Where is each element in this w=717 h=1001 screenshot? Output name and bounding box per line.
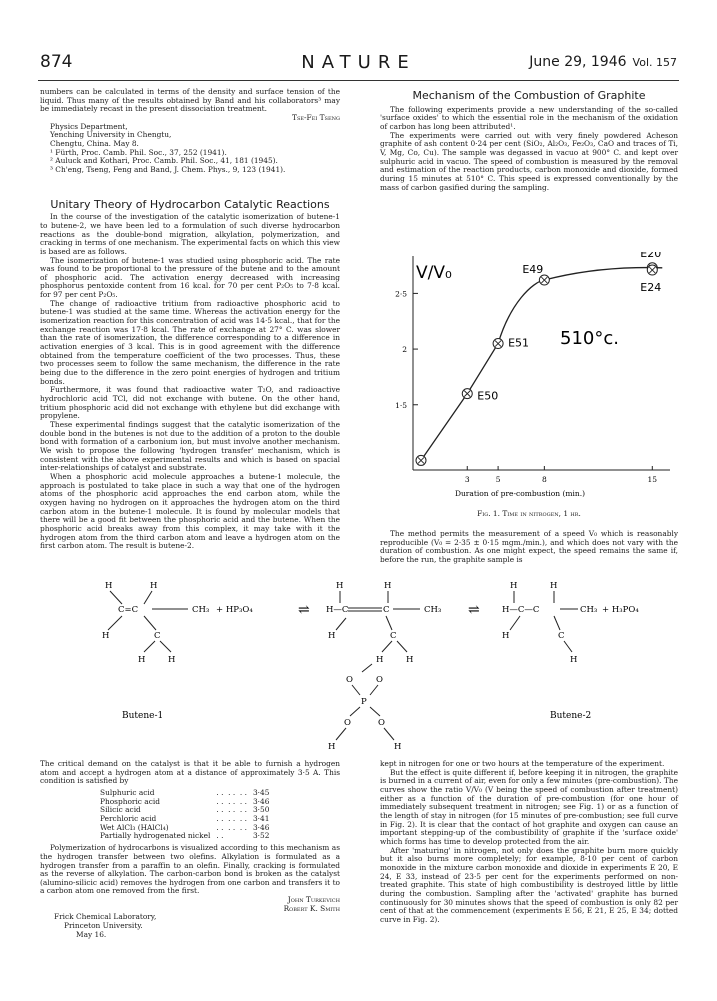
atom-h: H	[138, 655, 146, 665]
point-label: E49	[522, 263, 544, 277]
atom-h: H	[394, 742, 402, 752]
tick-group	[395, 289, 657, 484]
table-cell: . . . . . .	[216, 822, 247, 832]
table-cell: 3·41	[252, 814, 270, 824]
atom-h: H	[102, 631, 110, 641]
volume: Vol. 157	[632, 56, 677, 69]
issue-date	[529, 54, 677, 70]
article-title: Mechanism of the Combustion of Graphite	[412, 89, 646, 102]
table-cell: 3·45	[252, 787, 270, 797]
article-title: Unitary Theory of Hydrocarbon Catalytic Reactions	[50, 197, 330, 211]
prev-article-author: Tse-Fei Tseng	[292, 112, 340, 122]
atom-c: C	[383, 605, 390, 615]
right-column-after-fig	[380, 530, 678, 565]
caption-text: Fig. 1. Time in nitrogen, 1 hr.	[477, 509, 581, 518]
affil-line: May 16.	[76, 929, 107, 939]
header-rule	[38, 80, 679, 81]
point-label: E51	[508, 336, 530, 350]
series-line	[421, 268, 662, 461]
carbon-formula: C=C	[118, 605, 139, 615]
bond	[350, 707, 360, 716]
y-tick-label: 2	[402, 345, 407, 355]
atom-h: H	[384, 581, 392, 591]
group-ch3: CH₃	[192, 605, 210, 615]
table-cell: 3·46	[252, 822, 270, 832]
table-cell: . . . . . .	[216, 814, 247, 824]
bond	[510, 616, 520, 630]
affil-line: Chengtu, China. May 8.	[50, 138, 139, 148]
data-point	[462, 389, 498, 403]
group-ch3: CH₃	[424, 605, 442, 615]
table-cell: Wet AlCl₃ (HAlCl₄)	[100, 822, 169, 832]
table-cell: Sulphuric acid	[100, 787, 155, 797]
reference: ³ Ch'eng, Tseng, Feng and Band, J. Chem. Phys., 9, 123 (1941).	[50, 164, 286, 174]
table-cell: Silicic acid	[100, 805, 141, 815]
bond	[384, 728, 394, 740]
reaction-scheme	[40, 578, 680, 756]
x-tick-label: 5	[495, 475, 501, 484]
reagent: + HP₃O₄	[216, 605, 253, 615]
table-cell: . . . . . .	[216, 787, 247, 797]
paragraph: The critical demand on the catalyst is that it be able to furnish a hydrogen atom and accept a hydrogen atom at a distance of approximately 3·5 A. This condition is satisfied by	[40, 759, 340, 786]
left-column-bottom	[40, 760, 340, 939]
bond	[144, 616, 156, 630]
paragraph: These experimental findings suggest that the catalytic isomerization of the double bond in the butenes is not due to the addition of a proton to the double bond with formation of a carbonium ion, but must involve another mechanism. We wish to propose the following 'hydrogen transfer' mechanism, which is consistent with the above experimental results and which is based on spacial inter-relationships of catalyst and substrate.	[40, 419, 340, 473]
left-column-top	[40, 88, 340, 551]
table-row	[100, 832, 275, 841]
paragraph: The change of radioactive tritium from radioactive phosphoric acid to butene-1 was studied at the same time. Whereas the activation energy for the isomerization reaction for this concentration of acid was 14·5 kcal., that for the exchange reaction was 17·8 kcal. The rate of exchange at 27° C. was slower than the rate of isomerization, the difference corresponding to a difference in activation energies of 3 kcal. This is in good agreement with the difference obtained from the temperature coefficient of the two processes. Thus, these two processes seem to follow the same mechanism, the difference in the rate being due to the difference in the zero point energies of hydrogen and tritium bonds.	[40, 298, 340, 386]
x-axis-label: Duration of pre-combustion (min.)	[454, 489, 586, 498]
bond	[336, 618, 346, 630]
bond	[108, 616, 122, 630]
atom-h: H	[336, 581, 344, 591]
carbon-formula: H—C	[326, 605, 349, 615]
paragraph: Furthermore, it was found that radioactive water T₂O, and radioactive hydrochloric acid TCl, did not exchange with butene. On the other hand, tritium phosphoric acid did not exchange with ethylene but did exchange with propylene.	[40, 385, 340, 421]
carbon-formula: H—C—C	[502, 605, 540, 615]
atom-p: P	[361, 697, 367, 707]
atom-h: H	[376, 655, 384, 665]
page-header	[0, 52, 717, 78]
reference: ¹ Fürth, Proc. Camb. Phil. Soc., 37, 252 (1941).	[50, 147, 227, 157]
paragraph: The experiments were carried out with very finely powdered Acheson graphite of ash content 0·24 per cent (SiO₂, Al₂O₃, Fe₂O₃, CaO and traces of Ti, V, Mg, Co, Cu). The sample was degassed in vacuo at 900° C. and kept over sulphuric acid in vacuo. The speed of combustion is measured by the removal and estimation of the reaction products, carbon monoxide and dioxide, formed during 15 minutes at 510° C. This speed is expressed conventionally by the mass of carbon gasified during the sampling.	[380, 130, 678, 192]
right-column-top	[380, 89, 678, 192]
atom-c: C	[390, 631, 397, 641]
data-point	[522, 263, 549, 285]
equilibrium-arrow: ⇌	[298, 602, 310, 618]
figure-caption	[380, 509, 678, 518]
point-group	[416, 252, 661, 465]
table-cell: Phosphoric acid	[100, 796, 160, 806]
point-label: E50	[477, 389, 499, 403]
atom-h: H	[150, 581, 158, 591]
paragraph: The method permits the measurement of a speed V₀ which is reasonably reproducible (V₀ = 2·35 ± 0·15 mgm./min.), and which does not vary with the duration of combustion. As one might expect, the speed remains the same if, before the run, the graphite sample is	[380, 529, 678, 564]
table-cell: 3·46	[252, 796, 270, 806]
prev-article-text: numbers can be calculated in terms of the density and surface tension of the liquid. Thus many of the results obtained by Band and his collaborators³ may be immediately recast in the present dissociation treatment.	[40, 87, 340, 114]
right-column-bottom	[380, 760, 678, 924]
point-label: E24	[640, 281, 662, 295]
atom-h: H	[570, 655, 578, 665]
atom-o: O	[344, 718, 351, 728]
table-cell: Perchloric acid	[100, 814, 157, 824]
x-tick-label: 8	[541, 475, 547, 484]
bond	[564, 641, 572, 652]
bond	[397, 641, 407, 652]
data-point	[493, 337, 529, 350]
figure-1	[380, 252, 678, 512]
bond	[386, 616, 392, 630]
atom-c: C	[558, 631, 565, 641]
paragraph: The following experiments provide a new understanding of the so-called 'surface oxides' to which the essential role in the mechanism of the oxidation of carbon has long been attributed¹.	[380, 104, 678, 131]
bond	[370, 685, 378, 695]
atom-o: O	[378, 718, 385, 728]
table-cell: 3·50	[252, 805, 270, 815]
atom-h: H	[502, 631, 510, 641]
label-butene-1: Butene-1	[122, 711, 164, 721]
scheme-svg	[40, 578, 680, 756]
transition-complex	[326, 581, 441, 752]
y-tick-label: 2·5	[395, 289, 407, 299]
table-cell: . . . . . .	[216, 796, 247, 806]
table-cell: . . . . . .	[216, 805, 247, 815]
affil-line: Yenching University in Chengtu,	[50, 130, 172, 140]
table-cell: Partially hydrogenated nickel	[100, 831, 211, 841]
paragraph: When a phosphoric acid molecule approaches a butene-1 molecule, the approach is postulated to take place in such a way that one of the hydrogen atoms of the phosphoric acid approaches the end carbon atom, while the oxygen having no hydrogen on it approaches the hydrogen atom on the third carbon atom in the butene-1 molecule. It is found by molecular models that there will be a good fit between the phosphoric acid and the butene. When the phosphoric acid breaks away from this complex, it may take with it the hydrogen atom from the third carbon atom and leave a hydrogen atom on the first carbon atom. The result is butene-2.	[40, 471, 340, 551]
temperature-annotation: 510°c.	[560, 328, 619, 349]
equilibrium-arrow: ⇌	[468, 602, 480, 618]
journal-title: NATURE	[301, 52, 416, 73]
table-cell: 3·52	[252, 831, 270, 841]
atom-h: H	[328, 742, 336, 752]
paragraph: But the effect is quite different if, before keeping it in nitrogen, the graphite is burned in a current of air, even for only a few minutes (pre-combustion). The curves show the ratio V/V₀ (V being the speed of combustion after treatment) either as a function of the duration of pre-combustion (for one hour of immediately subsequent treatment in nitrogen; see Fig. 1) or as a function of the length of stay in nitrogen (for 15 minutes of pre-combustion; see full curve in Fig. 2). It is clear that the contact of hot graphite and oxygen can cause an important stepping-up of the combustibility of graphite if the 'surface oxide' which forms has time to develop protected from the air.	[380, 767, 678, 846]
point-label: E20	[640, 252, 662, 260]
atom-h: H	[510, 581, 518, 591]
data-point	[640, 265, 661, 294]
distance-table	[100, 789, 275, 841]
bond	[370, 707, 380, 716]
atom-h: H	[105, 581, 113, 591]
paragraph: The isomerization of butene-1 was studied using phosphoric acid. The rate was found to be proportional to the pressure of the butene and to the amount of phosphoric acid. The activation energy decreased with increasing phosphorus pentoxide content from 16 kcal. for 70 per cent P₂O₅ to 7·8 kcal. for 97 per cent P₂O₅.	[40, 255, 340, 300]
author: John Turkevich	[287, 895, 340, 905]
affil-line: Princeton University.	[64, 921, 143, 931]
date-text: June 29, 1946	[529, 54, 627, 70]
atom-h: H	[550, 581, 558, 591]
bond	[144, 641, 155, 652]
y-tick-label: 1·5	[395, 400, 407, 410]
paragraph: In the course of the investigation of the catalytic isomerization of butene-1 to butene-2, we have been led to a formulation of such diverse hydrocarbon reactions as the double-bond migration, alkylation, polymerization, and cracking in terms of one mechanism. The experimental facts on which this view is based are as follows.	[40, 212, 340, 256]
butene-1-structure	[102, 581, 253, 721]
chart-svg	[380, 252, 678, 512]
paragraph: After 'maturing' in nitrogen, not only does the graphite burn more quickly but it also burns more completely; for example, 8-10 per cent of carbon monoxide in the mixture carbon monoxide and dioxide in experiments E 20, E 24, E 33, instead of 23·5 per cent for the experiments performed on non-treated graphite. This state of high combustibility is destroyed little by little during the combustion. Sampling after the 'activated' graphite has burned continuously for 30 minutes shows that the speed of combustion is only 82 per cent of that at the commencement (experiments E 56, E 21, E 25, E 34; dotted curve in Fig. 2).	[380, 845, 678, 924]
reagent: + H₃PO₄	[602, 605, 639, 615]
bond	[160, 641, 171, 652]
bond	[382, 641, 392, 652]
author: Robert K. Smith	[283, 903, 340, 913]
butene-2-structure	[502, 581, 639, 721]
affil-line: Frick Chemical Laboratory,	[54, 912, 157, 922]
x-tick-label: 3	[464, 475, 470, 484]
label-butene-2: Butene-2	[550, 711, 592, 721]
x-tick-label: 15	[647, 475, 658, 484]
paragraph: kept in nitrogen for one or two hours at the temperature of the experiment.	[380, 759, 665, 768]
bond	[110, 591, 122, 604]
bond	[352, 685, 360, 695]
atom-o: O	[376, 675, 383, 685]
bond	[144, 591, 152, 604]
data-point	[416, 455, 426, 465]
atom-c: C	[154, 631, 161, 641]
atom-h: H	[406, 655, 414, 665]
atom-o: O	[346, 675, 353, 685]
table-cell: . .	[216, 831, 224, 841]
page-number: 874	[40, 52, 73, 72]
paragraph: Polymerization of hydrocarbons is visualized according to this mechanism as the hydrogen transfer between two olefins. Alkylation is formulated as a hydrogen transfer from a paraffin to an olefin. Finally, cracking is formulated as the reverse of alkylation. The carbon-carbon bond is broken as the catalyst (alumino-silicic acid) removes the hydrogen from one carbon and transfers it to a carbon atom one removed from the first.	[40, 843, 340, 896]
atom-h: H	[328, 631, 336, 641]
y-axis-label: V/V₀	[416, 263, 452, 283]
affil-line: Physics Department,	[50, 121, 128, 131]
atom-h: H	[168, 655, 176, 665]
reference: ² Auluck and Kothari, Proc. Camb. Phil. Soc., 41, 181 (1945).	[50, 156, 278, 166]
group-ch3: CH₃	[580, 605, 598, 615]
bond	[554, 616, 560, 630]
bond	[336, 728, 346, 740]
arrow	[362, 664, 372, 672]
